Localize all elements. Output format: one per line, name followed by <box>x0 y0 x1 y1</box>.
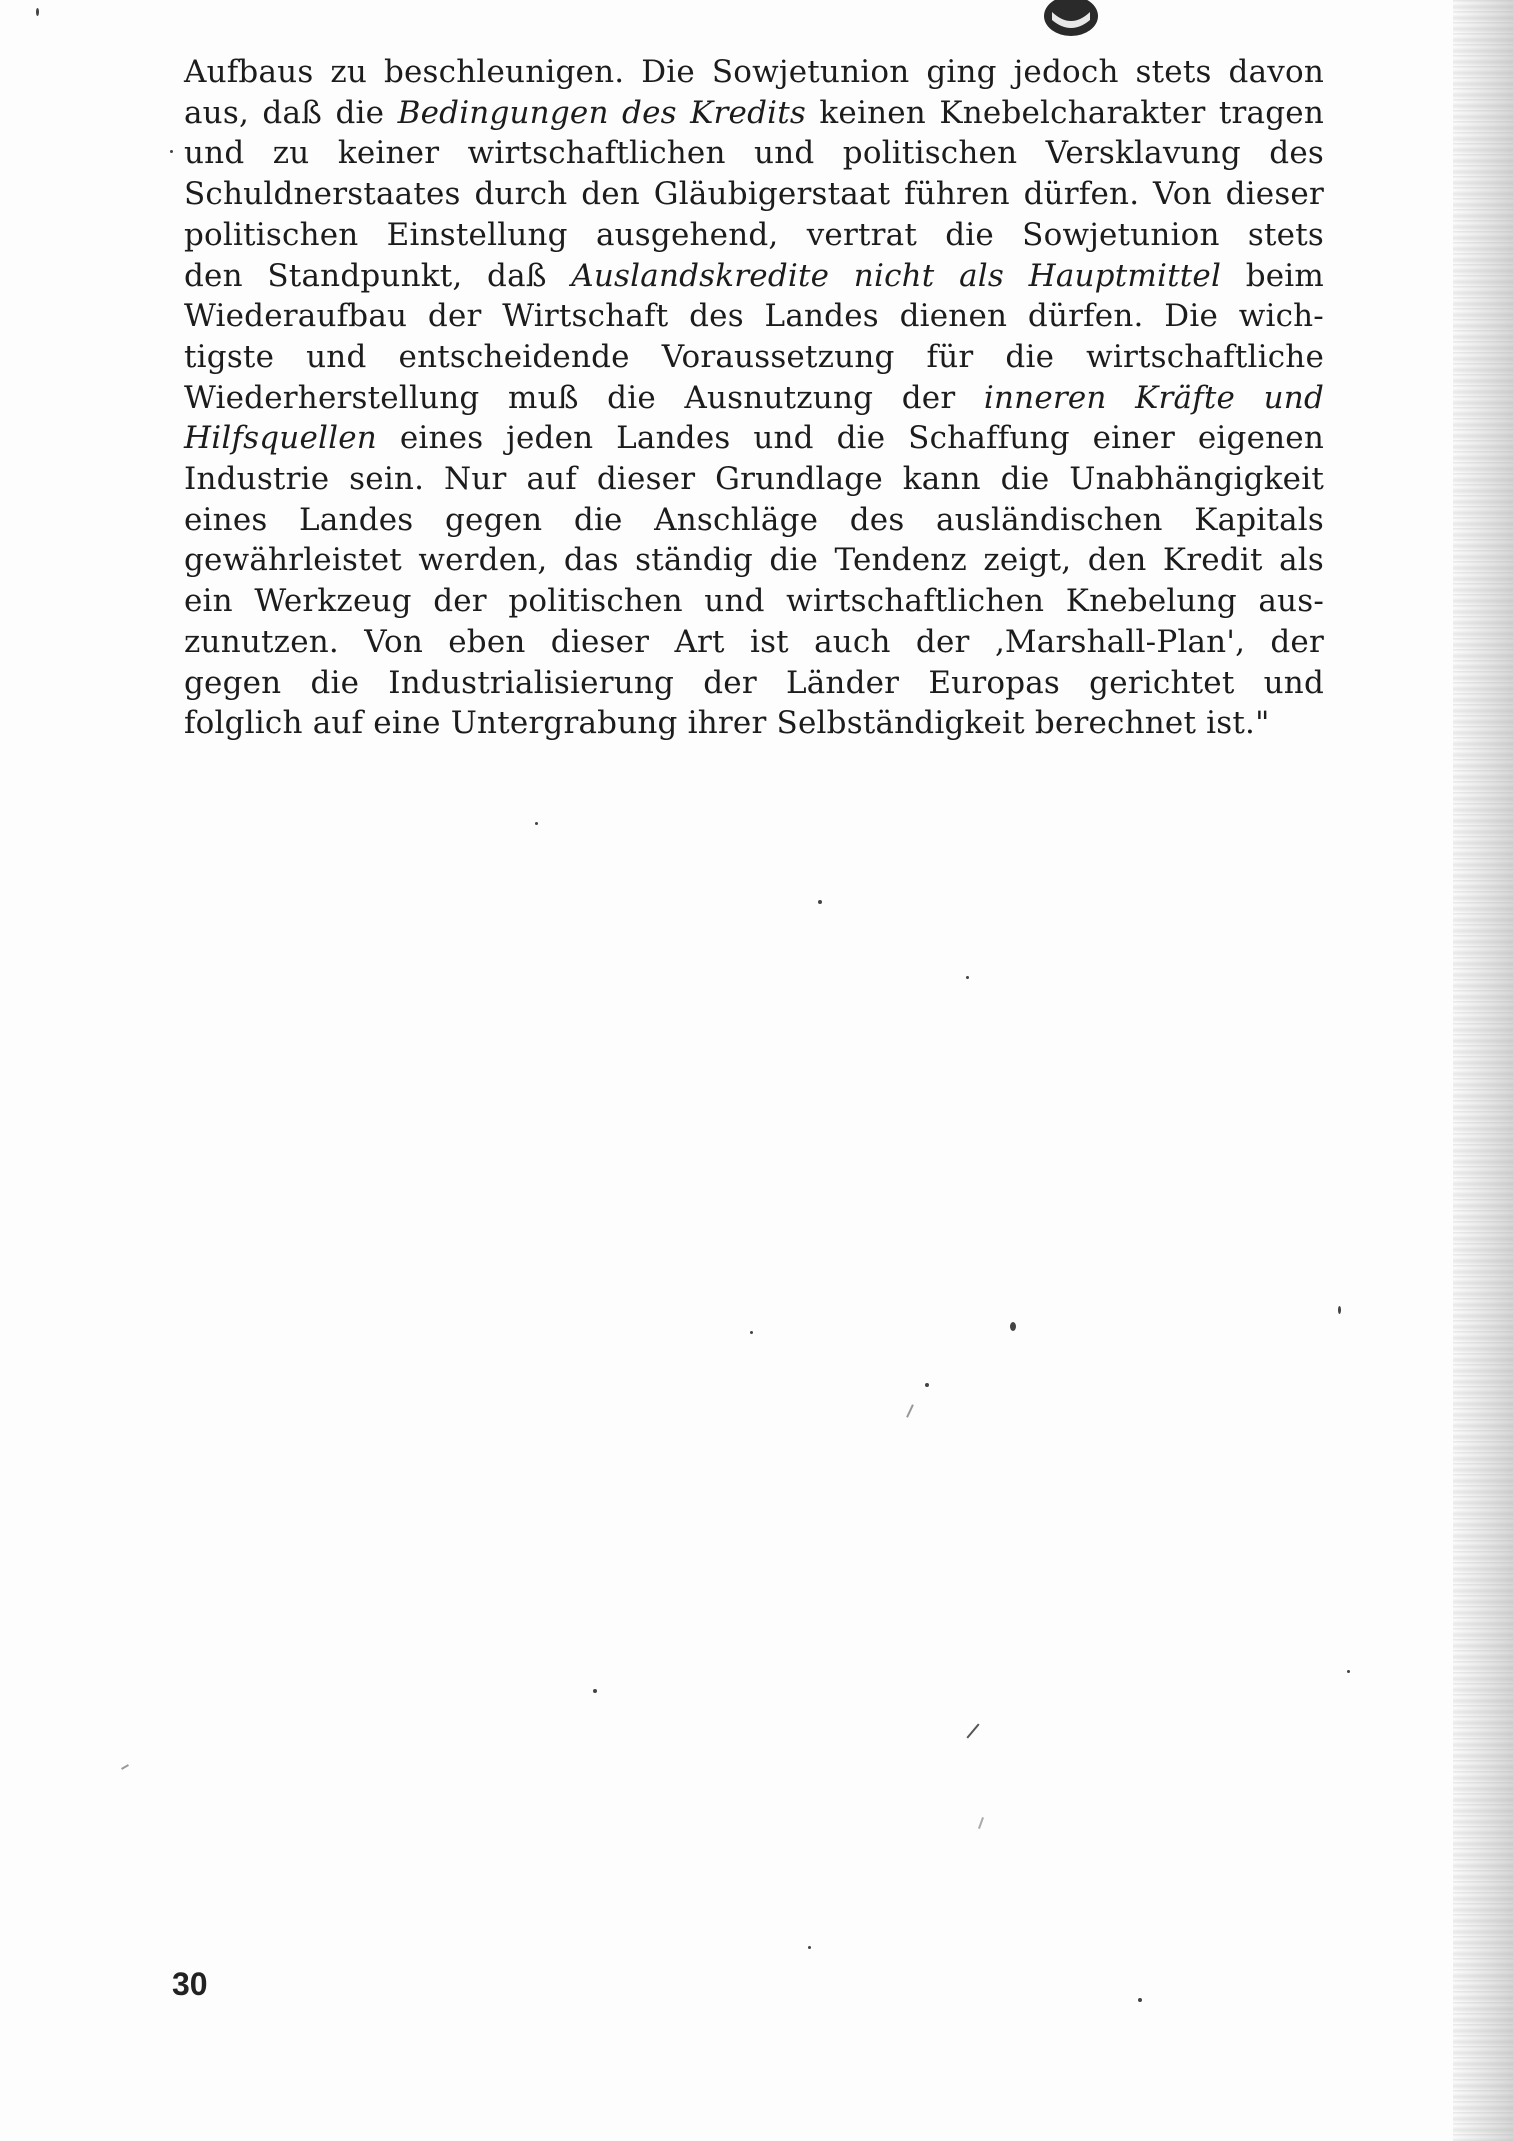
body-paragraph <box>184 52 1324 744</box>
scan-scratch <box>966 1723 979 1738</box>
scan-speck <box>1010 1322 1016 1331</box>
scan-speck <box>535 822 538 825</box>
scan-speck <box>818 900 822 904</box>
text-line: ein Werkzeug der politischen und wirtschaftlichen Knebelung aus- <box>184 583 1324 620</box>
scan-scratch <box>121 1764 129 1770</box>
scan-scratch <box>978 1817 984 1829</box>
scan-speck <box>925 1383 929 1387</box>
scan-speck <box>36 8 39 16</box>
text-line: Schuldnerstaates durch den Gläubigerstaat führen dürfen. Von dieser <box>184 176 1324 213</box>
text-line: Industrie sein. Nur auf dieser Grundlage kann die Unabhängigkeit <box>184 461 1324 498</box>
text-line: eines Landes gegen die Anschläge des ausländischen Kapitals <box>184 501 1324 538</box>
scan-scratch <box>906 1404 914 1418</box>
text-line: Aufbaus zu beschleunigen. Die Sowjetunion ging jedoch stets davon <box>184 54 1324 90</box>
scan-speck <box>593 1689 597 1693</box>
text-line: aus, daß die Bedingungen des Kredits keinen Knebelcharakter tragen <box>184 94 1324 131</box>
binding-mark-icon <box>1040 0 1102 42</box>
text-line: folglich auf eine Untergrabung ihrer Selbständigkeit berechnet ist." <box>184 705 1270 742</box>
scan-speck <box>1138 1998 1142 2002</box>
page-edge-shadow <box>1453 0 1513 2141</box>
page-number: 30 <box>172 1966 208 2002</box>
text-line: gewährleistet werden, das ständig die Tendenz zeigt, den Kredit als <box>184 542 1324 579</box>
text-line: politischen Einstellung ausgehend, vertrat die Sowjetunion stets <box>184 216 1324 253</box>
text-line: Wiederaufbau der Wirtschaft des Landes dienen dürfen. Die wich- <box>184 298 1324 335</box>
text-line: und zu keiner wirtschaftlichen und politischen Versklavung des <box>184 135 1324 172</box>
text-line: Wiederherstellung muß die Ausnutzung der inneren Kräfte und <box>184 379 1324 416</box>
text-line: gegen die Industrialisierung der Länder Europas gerichtet und <box>184 664 1324 701</box>
scan-speck <box>966 976 969 979</box>
scan-speck <box>1338 1306 1341 1314</box>
text-line: Hilfsquellen eines jeden Landes und die Schaffung einer eigenen <box>184 420 1324 457</box>
scan-speck <box>750 1331 753 1334</box>
text-line: den Standpunkt, daß Auslandskredite nicht als Hauptmittel beim <box>184 257 1324 294</box>
scan-speck <box>1347 1670 1350 1673</box>
scan-speck <box>808 1946 811 1949</box>
scan-speck <box>170 150 173 153</box>
text-line: zunutzen. Von eben dieser Art ist auch der ‚Marshall-Plan', der <box>184 623 1324 660</box>
text-line: tigste und entscheidende Voraussetzung für die wirtschaftliche <box>184 338 1324 375</box>
